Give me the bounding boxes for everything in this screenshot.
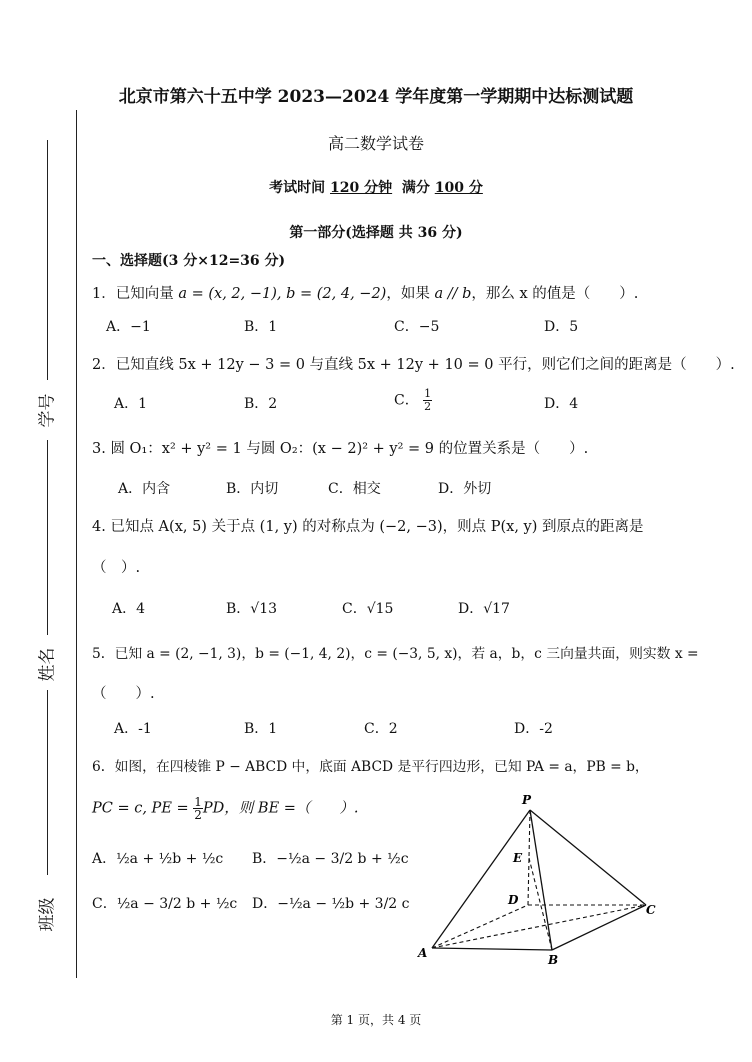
q6-option-d: D．−½a − ½b + 3/2 c bbox=[252, 896, 410, 912]
q6-option-a: A．½a + ½b + ½c bbox=[92, 851, 224, 867]
q4-stem: 已知点 A(x, 5) 关于点 (1, y) 的对称点为 (−2, −3)，则点 P(x, y) 到原点的距离是 bbox=[110, 519, 644, 535]
q3-option-b: B．内切 bbox=[226, 481, 279, 497]
q3-stem: 圆 O₁：x² + y² = 1 与圆 O₂：(x − 2)² + y² = 9 的位置关系是（ ）. bbox=[110, 441, 589, 457]
label-C: C bbox=[646, 903, 656, 917]
student-no-line bbox=[47, 140, 48, 380]
edge-PA bbox=[432, 810, 530, 948]
q1-number: 1． bbox=[92, 286, 116, 302]
score-value: 100 分 bbox=[434, 180, 483, 196]
q2-option-c bbox=[394, 388, 432, 413]
label-B: B bbox=[548, 953, 559, 967]
name-line bbox=[47, 440, 48, 635]
question-1 bbox=[92, 282, 638, 303]
label-A: A bbox=[418, 946, 428, 960]
edge-PC bbox=[530, 810, 646, 905]
q1-option-c: C．−5 bbox=[394, 319, 440, 335]
question-3 bbox=[92, 437, 588, 458]
label-P: P bbox=[522, 793, 532, 807]
q6-number: 6． bbox=[92, 759, 115, 775]
q2-stem: 已知直线 5x + 12y − 3 = 0 与直线 5x + 12y + 10 = 0 平行，则它们之间的距离是（ ）. bbox=[115, 357, 735, 373]
q3-option-d: D．外切 bbox=[438, 481, 492, 497]
q4-option-b: B．√13 bbox=[226, 601, 278, 617]
q6-option-b: B．−½a − 3/2 b + ½c bbox=[252, 851, 409, 867]
q6-stem2b: PD，则 BE =（ ）. bbox=[202, 800, 359, 817]
q6-stem2a: PC = c, PE = bbox=[92, 800, 194, 817]
edge-BC bbox=[552, 905, 646, 950]
q5-stem: 已知 a = (2, −1, 3)，b = (−1, 4, 2)，c = (−3, 5, x)，若 a，b，c 三向量共面，则实数 x = bbox=[114, 646, 699, 662]
q5-option-d: D．-2 bbox=[514, 721, 553, 737]
q6-option-c: C．½a − 3/2 b + ½c bbox=[92, 896, 238, 912]
question-6-cont bbox=[92, 796, 359, 821]
q5-option-b: B．1 bbox=[244, 721, 278, 737]
name-label: 姓名 bbox=[37, 647, 58, 682]
q1-stem-a: 已知向量 bbox=[115, 286, 179, 302]
q1-math-a: a = (x, 2, −1), b = (2, 4, −2) bbox=[178, 286, 387, 302]
q2-number: 2． bbox=[92, 357, 116, 373]
class-line bbox=[47, 690, 48, 875]
question-5 bbox=[92, 642, 699, 662]
q4-option-d: D．√17 bbox=[458, 601, 510, 617]
q6-stem: 如图，在四棱锥 P − ABCD 中，底面 ABCD 是平行四边形，已知 PA = a，PB = b， bbox=[114, 759, 649, 775]
question-4 bbox=[92, 515, 644, 536]
q2-option-c-fraction: $\frac{1}{2}$ bbox=[424, 387, 432, 413]
edge-PD bbox=[528, 810, 530, 905]
question-6 bbox=[92, 755, 649, 775]
q4-option-a: A．4 bbox=[112, 601, 146, 617]
diag-AC bbox=[432, 905, 646, 948]
q1-option-a: A．−1 bbox=[106, 319, 151, 335]
seg-BE bbox=[529, 858, 552, 950]
q5-option-c: C．2 bbox=[364, 721, 398, 737]
edge-AD bbox=[432, 905, 528, 948]
question-2 bbox=[92, 353, 735, 374]
q2-option-c-letter: C． bbox=[394, 392, 419, 409]
edge-PB bbox=[530, 810, 552, 950]
exam-title: 北京市第六十五中学 2023—2024 学年度第一学期期中达标测试题 bbox=[118, 87, 634, 107]
q2-option-d: D．4 bbox=[544, 396, 579, 412]
part-title: 第一部分(选择题 共 36 分) bbox=[289, 225, 463, 241]
q4-number: 4. bbox=[92, 519, 111, 535]
time-label: 考试时间 bbox=[269, 180, 326, 196]
q2-option-a: A．1 bbox=[114, 396, 148, 412]
score-label: 满分 bbox=[401, 180, 430, 196]
class-label: 班级 bbox=[37, 897, 58, 932]
exam-subtitle: 高二数学试卷 bbox=[327, 134, 424, 153]
q1-option-b: B．1 bbox=[244, 319, 278, 335]
q3-option-c: C．相交 bbox=[328, 481, 381, 497]
edge-AB bbox=[432, 948, 552, 950]
q5-option-a: A．-1 bbox=[114, 721, 152, 737]
q1-math-b: a // b bbox=[434, 286, 472, 302]
q6-half-fraction: $\frac{1}{2}$ bbox=[194, 795, 202, 822]
exam-info bbox=[0, 177, 752, 197]
student-no-label: 学号 bbox=[37, 393, 58, 428]
q2-option-b: B．2 bbox=[244, 396, 278, 412]
page-footer: 第 1 页，共 4 页 bbox=[330, 1013, 422, 1027]
time-value: 120 分钟 bbox=[330, 180, 393, 196]
question-5-cont: （ ）. bbox=[92, 686, 155, 702]
q1-stem-c: ，那么 x 的值是（ ）. bbox=[471, 286, 639, 302]
label-E: E bbox=[513, 851, 523, 865]
q3-number: 3. bbox=[92, 441, 111, 457]
label-D: D bbox=[508, 893, 519, 907]
q5-number: 5． bbox=[92, 646, 115, 662]
q1-stem-b: ，如果 bbox=[386, 286, 435, 302]
q4-option-c: C．√15 bbox=[342, 601, 394, 617]
q3-option-a: A．内含 bbox=[118, 481, 171, 497]
q1-option-d: D．5 bbox=[544, 319, 579, 335]
pyramid-figure bbox=[410, 790, 680, 970]
question-4-cont: （ ）. bbox=[92, 560, 141, 576]
section-title: 一、选择题(3 分×12=36 分) bbox=[92, 253, 286, 269]
